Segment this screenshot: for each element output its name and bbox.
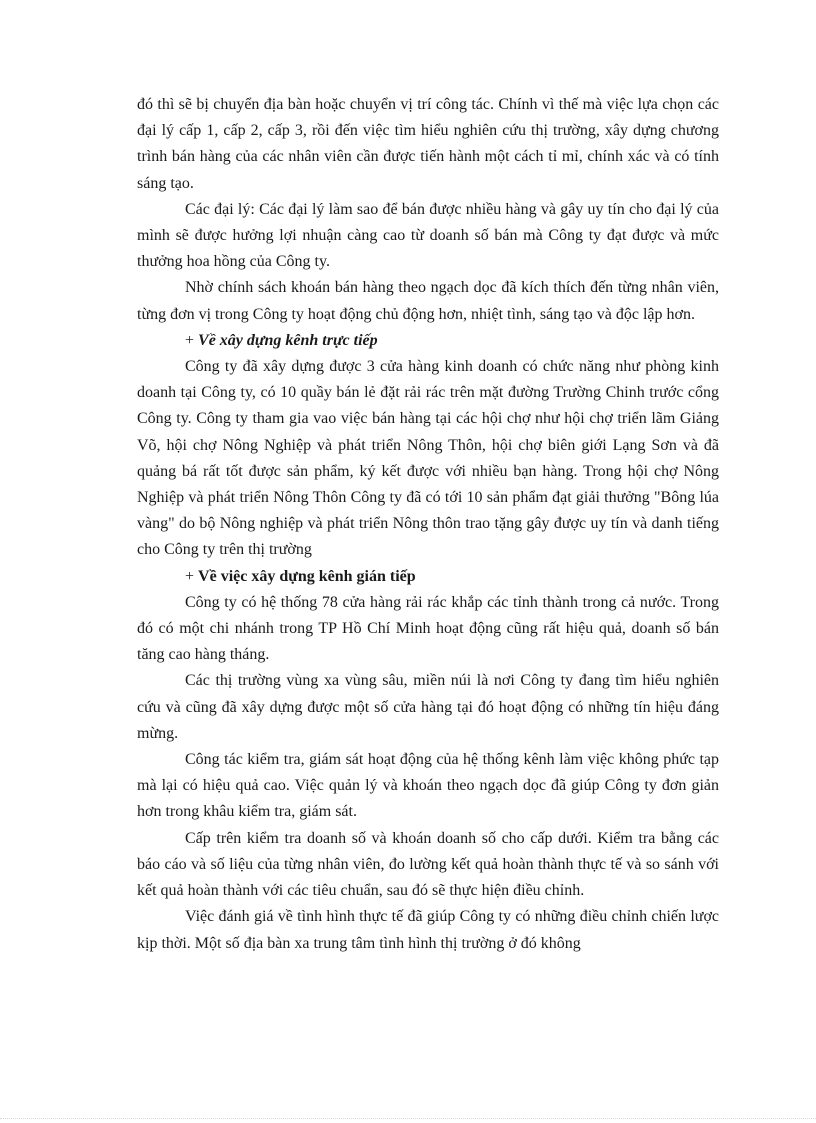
heading-title: Về xây dựng kênh trực tiếp [198, 331, 378, 349]
section-heading-direct-channel [137, 328, 719, 354]
paragraph-inspection: Công tác kiểm tra, giám sát hoạt động của hệ thống kênh làm việc không phức tạp mà lại có hiệu quả cao. Việc quản lý và khoán theo ngạch dọc đã giúp Công ty đơn giản hơn trong khâu kiểm tra, giám sát. [137, 751, 719, 821]
paragraph-1: đó thì sẽ bị chuyển địa bàn hoặc chuyển vị trí công tác. Chính vì thế mà việc lựa chọn các đại lý cấp 1, cấp 2, cấp 3, rồi đến việc tìm hiểu nghiên cứu thị trường, xây dựng chương trình bán hàng của các nhân viên cần được tiến hành một cách tỉ mỉ, chính xác và có tính sáng tạo. [137, 96, 719, 192]
paragraph-78-stores: Công ty có hệ thống 78 cửa hàng rải rác khắp các tỉnh thành trong cả nước. Trong đó có một chi nhánh trong TP Hồ Chí Minh hoạt động cũng rất hiệu quả, doanh số bán tăng cao hàng tháng. [137, 593, 719, 664]
heading-prefix: + [185, 567, 199, 585]
section-heading-indirect-channel [137, 564, 719, 590]
paragraph-remote-markets: Các thị trường vùng xa vùng sâu, miền núi là nơi Công ty đang tìm hiểu nghiên cứu và cũng đã xây dựng được một số cửa hàng tại đó hoạt động có những tín hiệu đáng mừng. [137, 672, 719, 742]
paragraph-sales-check: Cấp trên kiểm tra doanh số và khoán doanh số cho cấp dưới. Kiểm tra bằng các báo cáo và số liệu của từng nhân viên, đo lường kết quả hoàn thành thực tế và so sánh với kết quả hoàn thành với các tiêu chuẩn, sau đó sẽ thực hiện điều chỉnh. [137, 829, 719, 900]
page-bottom-divider [0, 1118, 816, 1119]
heading-title: Về việc xây dựng kênh gián tiếp [198, 567, 416, 585]
document-page [137, 92, 719, 957]
heading-prefix: + [185, 331, 199, 349]
paragraph-evaluation: Việc đánh giá về tình hình thực tế đã giúp Công ty có những điều chỉnh chiến lược kịp thời. Một số địa bàn xa trung tâm tình hình thị trường ở đó không [137, 908, 719, 952]
paragraph-chinh-sach-khoan: Nhờ chính sách khoán bán hàng theo ngạch dọc đã kích thích đến từng nhân viên, từng đơn vị trong Công ty hoạt động chủ động hơn, nhiệt tình, sáng tạo và độc lập hơn. [137, 279, 719, 323]
paragraph-direct-channel: Công ty đã xây dựng được 3 cửa hàng kinh doanh có chức năng như phòng kinh doanh tại Công ty, có 10 quầy bán lẻ đặt rải rác trên mặt đường Trường Chinh trước cổng Công ty. Công ty tham gia vao việc bán hàng tại các hội chợ như hội chợ triển lãm Giảng Võ, hội chợ Nông Nghiệp và phát triển Nông Thôn, hội chợ biên giới Lạng Sơn và đã quảng bá rất tốt được sản phẩm, ký kết được với nhiều bạn hàng. Trong hội chợ Nông Nghiệp và phát triển Nông Thôn Công ty đã có tới 10 sản phẩm đạt giải thưởng "Bông lúa vàng" do bộ Nông nghiệp và phát triển Nông thôn trao tặng gây được uy tín và danh tiếng cho Công ty trên thị trường [137, 358, 719, 559]
paragraph-dai-ly: Các đại lý: Các đại lý làm sao để bán được nhiều hàng và gây uy tín cho đại lý của mình sẽ được hưởng lợi nhuận càng cao từ doanh số bán mà Công ty đạt được và mức thưởng hoa hồng của Công ty. [137, 200, 719, 271]
